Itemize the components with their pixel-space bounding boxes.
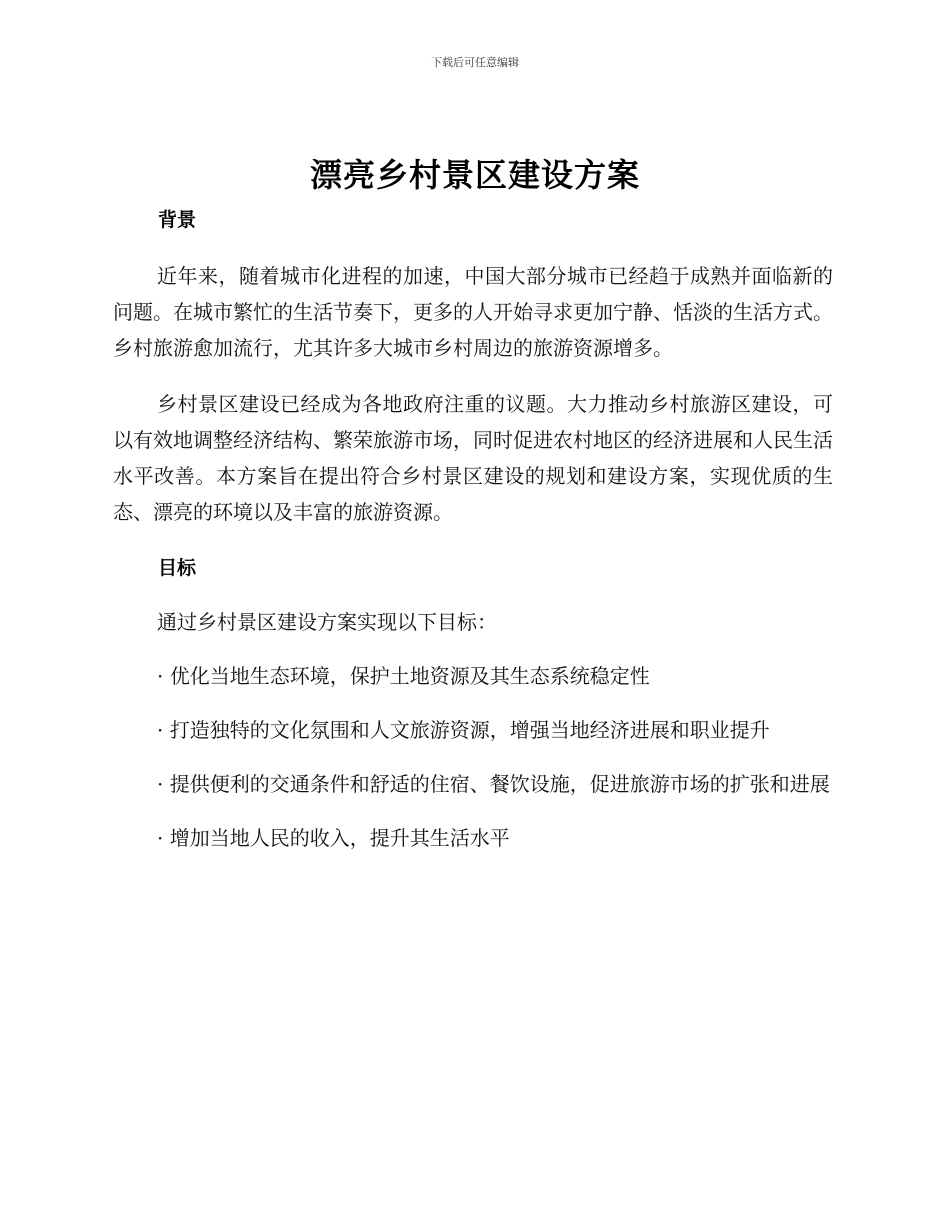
background-paragraph-1: 近年来，随着城市化进程的加速，中国大部分城市已经趋于成熟并面临新的问题。在城市繁忙的生活节奏下，更多的人开始寻求更加宁静、恬淡的生活方式。乡村旅游愈加流行，尤其许多大城市乡村周边的旅游资源增多。 — [113, 264, 833, 360]
section-heading-background: 背景 — [158, 209, 197, 231]
header-note: 下载后可任意编辑 — [431, 56, 519, 69]
section-heading-goals: 目标 — [158, 557, 197, 579]
goal-bullet-1: · 优化当地生态环境，保护土地资源及其生态系统稳定性 — [157, 664, 650, 688]
goal-bullet-3: · 提供便利的交通条件和舒适的住宿、餐饮设施，促进旅游市场的扩张和进展 — [157, 772, 830, 796]
document-body — [113, 204, 833, 856]
goal-bullet-4: · 增加当地人民的收入，提升其生活水平 — [157, 826, 510, 850]
background-paragraph-2: 乡村景区建设已经成为各地政府注重的议题。大力推动乡村旅游区建设，可以有效地调整经济结构、繁荣旅游市场，同时促进农村地区的经济进展和人民生活水平改善。本方案旨在提出符合乡村景区建设的规划和建设方案，实现优质的生态、漂亮的环境以及丰富的旅游资源。 — [113, 392, 833, 524]
goals-intro: 通过乡村景区建设方案实现以下目标： — [157, 610, 497, 634]
document-title: 漂亮乡村景区建设方案 — [309, 156, 640, 194]
goal-bullet-2: · 打造独特的文化氛围和人文旅游资源，增强当地经济进展和职业提升 — [157, 718, 770, 742]
